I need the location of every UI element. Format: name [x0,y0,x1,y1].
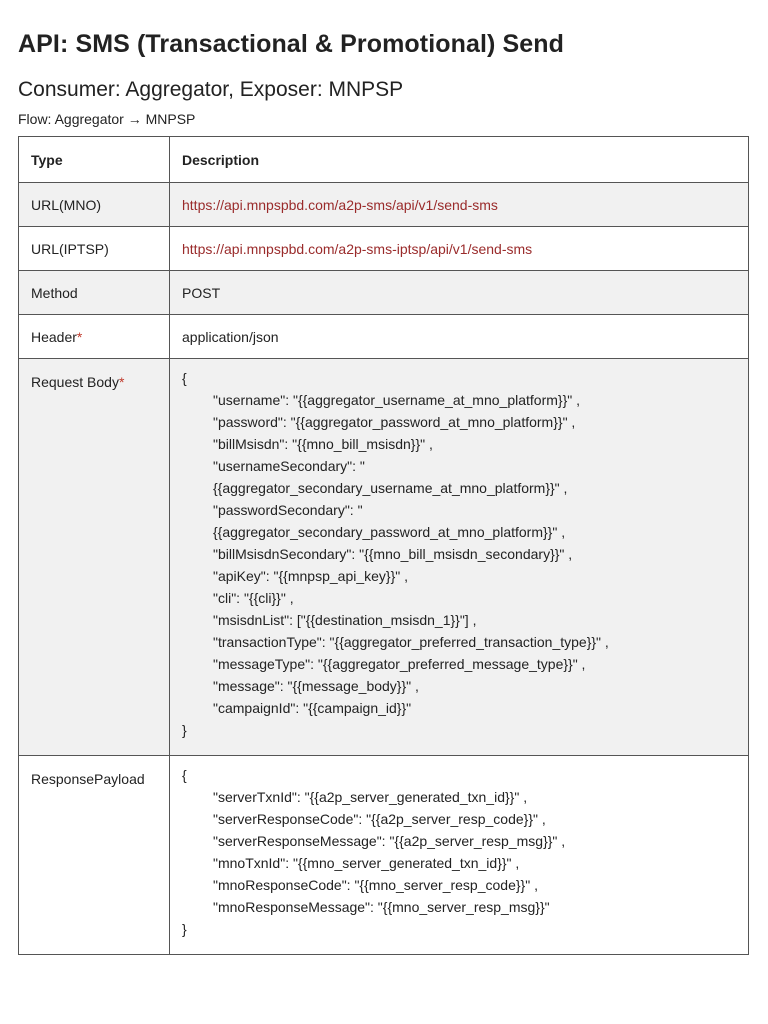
response-payload-label: ResponsePayload [19,756,170,955]
code-line: "message": "{{message_body}}" , [213,678,419,694]
page-subtitle: Consumer: Aggregator, Exposer: MNPSP [18,78,404,101]
api-spec-table [18,136,749,955]
code-line: "usernameSecondary": " [213,458,365,474]
url-mno-label: URL(MNO) [19,183,170,227]
required-mark: * [118,374,125,390]
code-line: "mnoTxnId": "{{mno_server_generated_txn_id}}" , [213,855,520,871]
header-value: application/json [170,315,749,359]
url-iptsp-link[interactable]: https://api.mnpspbd.com/a2p-sms-iptsp/api/v1/send-sms [182,240,533,257]
table-row-response-payload [19,756,749,955]
url-iptsp-label: URL(IPTSP) [19,227,170,271]
code-close-brace: } [182,722,187,738]
code-line: "apiKey": "{{mnpsp_api_key}}" , [213,568,409,584]
table-row-method [19,271,749,315]
code-line: "mnoResponseMessage": "{{mno_server_resp_msg}}" [213,899,550,915]
code-line: "mnoResponseCode": "{{mno_server_resp_code}}" , [213,877,538,893]
table-header-row [19,137,749,183]
flow-text: Flow: Aggregator → MNPSP [18,111,196,127]
code-line: "cli": "{{cli}}" , [213,590,294,606]
response-payload-code [170,756,749,955]
code-line: "username": "{{aggregator_username_at_mno_platform}}" , [213,392,580,408]
header-type: Type [19,137,170,183]
code-line: "serverResponseMessage": "{{a2p_server_resp_msg}}" , [213,833,566,849]
code-line: "transactionType": "{{aggregator_preferred_transaction_type}}" , [213,634,609,650]
code-line: {{aggregator_secondary_username_at_mno_platform}}" , [213,480,568,496]
method-label: Method [19,271,170,315]
page-title: API: SMS (Transactional & Promotional) Send [18,30,565,58]
url-mno-link[interactable]: https://api.mnpspbd.com/a2p-sms/api/v1/send-sms [182,196,498,213]
code-open-brace: { [182,370,187,386]
required-mark: * [76,328,83,345]
code-line: "passwordSecondary": " [213,502,363,518]
code-line: "serverResponseCode": "{{a2p_server_resp_code}}" , [213,811,546,827]
code-line: "billMsisdn": "{{mno_bill_msisdn}}" , [213,436,433,452]
request-body-label: Request Body* [19,359,170,756]
code-line: "msisdnList": ["{{destination_msisdn_1}}"] , [213,612,477,628]
table-row-request-body [19,359,749,756]
request-body-code [170,359,749,756]
table-row-url-mno [19,183,749,227]
code-line: {{aggregator_secondary_password_at_mno_platform}}" , [213,524,566,540]
code-line: "billMsisdnSecondary": "{{mno_bill_msisdn_secondary}}" , [213,546,573,562]
table-row-url-iptsp [19,227,749,271]
header-label: Header* [19,315,170,359]
code-line: "messageType": "{{aggregator_preferred_message_type}}" , [213,656,586,672]
code-close-brace: } [182,921,187,937]
code-open-brace: { [182,767,187,783]
header-description: Description [170,137,749,183]
code-line: "password": "{{aggregator_password_at_mno_platform}}" , [213,414,576,430]
method-value: POST [170,271,749,315]
table-row-header [19,315,749,359]
code-line: "serverTxnId": "{{a2p_server_generated_txn_id}}" , [213,789,528,805]
code-line: "campaignId": "{{campaign_id}}" [213,700,412,716]
